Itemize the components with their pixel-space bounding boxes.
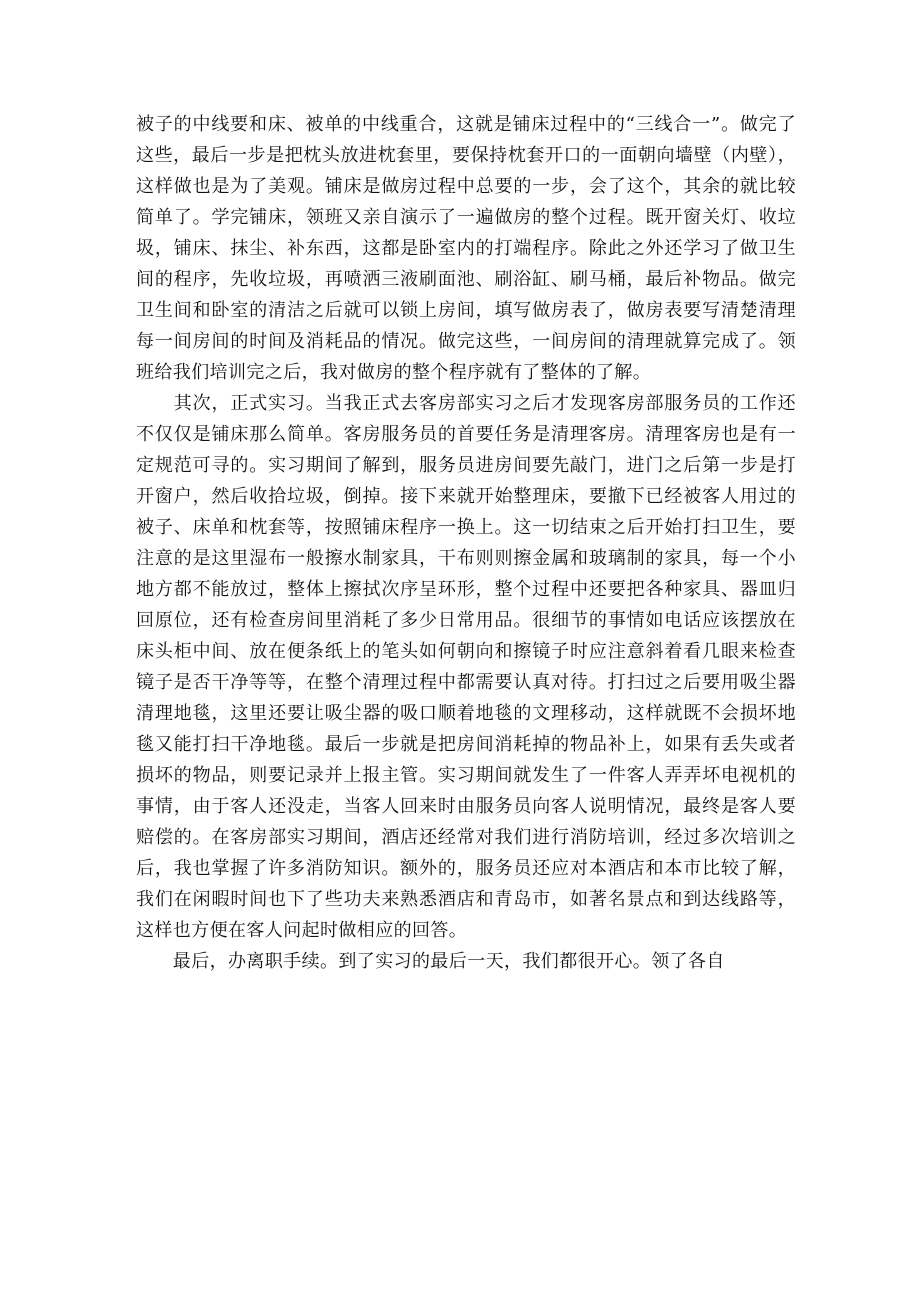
paragraph-resignation: 最后，办离职手续。到了实习的最后一天，我们都很开心。领了各自 (136, 951, 725, 972)
paragraph-formal-internship: 其次，正式实习。当我正式去客房部实习之后才发现客房部服务员的工作还不仅仅是铺床那么简单。客房服务员的首要任务是清理客房。清理客房也是有一定规范可寻的。实习期间了解到，服务员进房间要先敲门，进门之后第一步是打开窗户，然后收拾垃圾，倒掉。接下来就开始整理床，要撤下已经被客人用过的被子、床单和枕套等，按照铺床程序一换上。这一切结束之后开始打扫卫生，要注意的是这里湿布一般擦水制家具，干布则则擦金属和玻璃制的家具，每一个小地方都不能放过，整体上擦拭次序呈环形，整个过程中还要把各种家具、器皿归回原位，还有检查房间里消耗了多少日常用品。很细节的事情如电话应该摆放在床头柜中间、放在便条纸上的笔头如何朝向和擦镜子时应注意斜着看几眼来检查镜子是否干净等等，在整个清理过程中都需要认真对待。打扫过之后要用吸尘器清理地毯，这里还要让吸尘器的吸口顺着地毯的文理移动，这样就既不会损坏地毯又能打扫干净地毯。最后一步就是把房间消耗掉的物品补上，如果有丢失或者损坏的物品，则要记录并上报主管。实习期间就发生了一件客人弄弄坏电视机的事情，由于客人还没走，当客人回来时由服务员向客人说明情况，最终是客人要赔偿的。在客房部实习期间，酒店还经常对我们进行消防培训，经过多次培训之后，我也掌握了许多消防知识。额外的，服务员还应对本酒店和本市比较了解，我们在闲暇时间也下了些功夫来熟悉酒店和青岛市，如著名景点和到达线路等，这样也方便在客人问起时做相应的回答。 (136, 393, 796, 941)
document-page (136, 109, 796, 977)
paragraph-bed-making: 被子的中线要和床、被单的中线重合，这就是铺床过程中的“三线合一”。做完了这些，最后一步是把枕头放进枕套里，要保持枕套开口的一面朝向墙壁（内壁），这样做也是为了美观。铺床是做房过程中总要的一步，会了这个，其余的就比较简单了。学完铺床，领班又亲自演示了一遍做房的整个过程。既开窗关灯、收垃圾，铺床、抹尘、补东西，这都是卧室内的打端程序。除此之外还学习了做卫生间的程序，先收垃圾，再喷洒三液刷面池、刷浴缸、刷马桶，最后补物品。做完卫生间和卧室的清洁之后就可以锁上房间，填写做房表了，做房表要写清楚清理每一间房间的时间及消耗品的情况。做完这些，一间房间的清理就算完成了。领班给我们培训完之后，我对做房的整个程序就有了整体的了解。 (136, 114, 796, 383)
